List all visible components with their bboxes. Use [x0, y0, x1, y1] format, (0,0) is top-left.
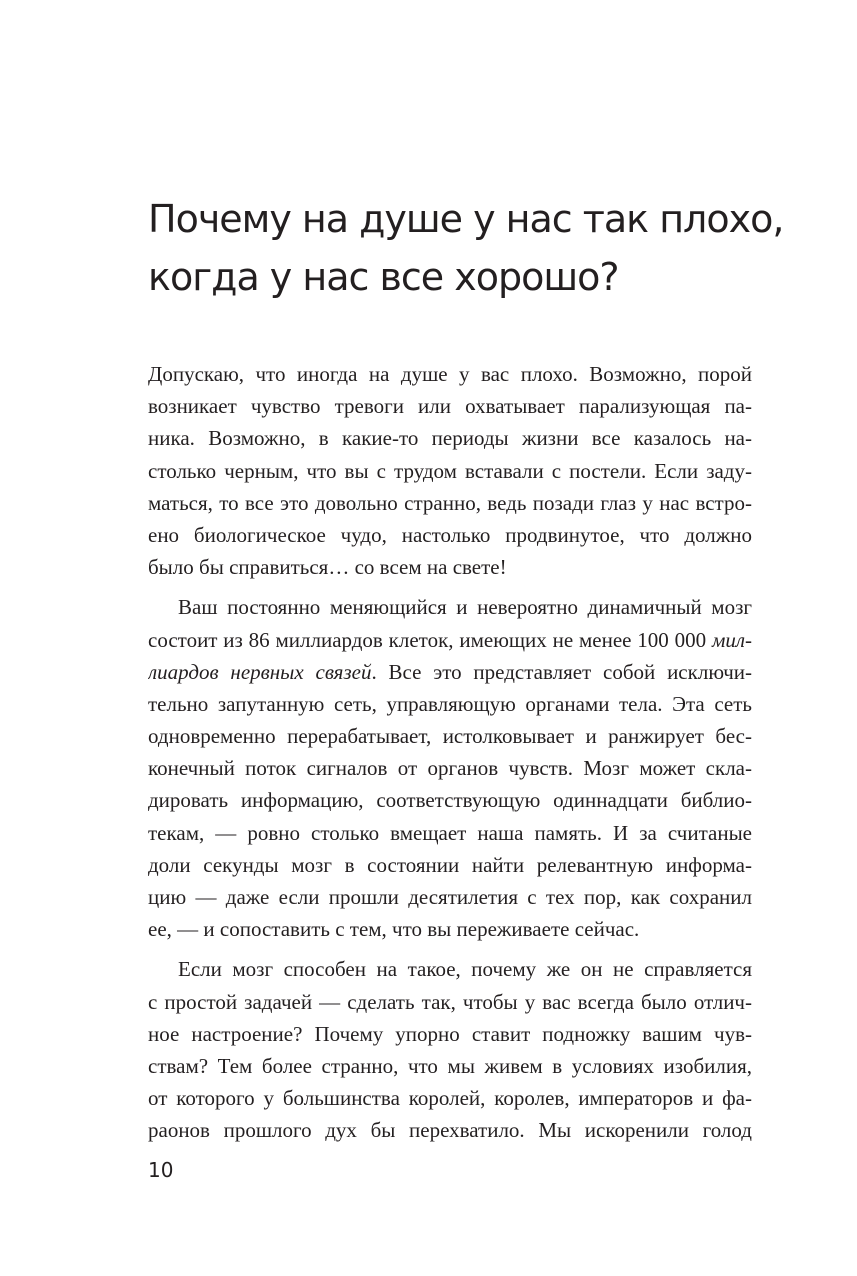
paragraph-gap: [148, 945, 752, 953]
page-number: 10: [148, 1158, 174, 1182]
text-line: возникает чувство тревоги или охватывает парализующая па-: [148, 394, 752, 419]
text-line: Ваш постоянно меняющийся и невероятно динамичный мозг: [178, 595, 752, 620]
text-line: ено биологическое чудо, настолько продвинутое, что должно: [148, 522, 752, 547]
text-line: раонов прошлого дух бы перехватило. Мы искоренили голод: [148, 1118, 752, 1143]
text-line: ника. Возможно, в какие-то периоды жизни все казалось на-: [148, 426, 752, 451]
text-run: состоит из 86 миллиардов клеток, имеющих не менее 100 000: [148, 627, 712, 652]
text-line: тельно запутанную сеть, управляющую органами тела. Эта сеть: [148, 691, 752, 716]
text-line: от которого у большинства королей, королев, императоров и фа-: [148, 1086, 752, 1111]
text-line: доли секунды мозг в состоянии найти релевантную информа-: [148, 852, 752, 877]
text-line: [148, 656, 752, 688]
body-text: [148, 358, 752, 1147]
text-line: было бы справиться… со всем на свете!: [148, 555, 507, 580]
text-line: столько черным, что вы с трудом вставали с постели. Если заду-: [148, 458, 752, 483]
text-run: . Все это представляет собой исключи-: [371, 659, 752, 684]
text-line: дировать информацию, соответствующую одиннадцати библио-: [148, 788, 752, 813]
chapter-title: [148, 190, 788, 306]
text-line: цию — даже если прошли десятилетия с тех пор, как сохранил: [148, 885, 752, 909]
text-line: маться, то все это довольно странно, ведь позади глаз у нас встро-: [148, 490, 752, 515]
text-line: Допускаю, что иногда на душе у вас плохо. Возможно, порой: [148, 362, 752, 386]
paragraph-gap: [148, 583, 752, 591]
text-line: с простой задачей — сделать так, чтобы у вас всегда было отлич-: [148, 989, 752, 1014]
text-line: ее, — и сопоставить с тем, что вы переживаете сейчас.: [148, 917, 640, 942]
text-line: [148, 624, 752, 656]
paragraph-1: [148, 358, 752, 583]
italic-text: мил-: [711, 627, 752, 652]
chapter-title-line-1: Почему на душе у нас так плохо,: [148, 197, 784, 241]
italic-text: лиардов нервных связей: [148, 659, 372, 684]
text-line: ное настроение? Почему упорно ставит подножку вашим чув-: [148, 1021, 752, 1046]
text-line: Если мозг способен на такое, почему же он не справляется: [178, 957, 752, 982]
text-line: конечный поток сигналов от органов чувств. Мозг может скла-: [148, 756, 752, 781]
text-line: текам, — ровно столько вмещает наша память. И за считаные: [148, 820, 752, 845]
text-line: одновременно перерабатывает, истолковывает и ранжирует бес-: [148, 724, 752, 749]
paragraph-3: [148, 953, 752, 1146]
text-line: ствам? Тем более странно, что мы живем в условиях изобилия,: [148, 1053, 752, 1078]
paragraph-2: [148, 591, 752, 945]
chapter-title-line-2: когда у нас все хорошо?: [148, 255, 619, 299]
